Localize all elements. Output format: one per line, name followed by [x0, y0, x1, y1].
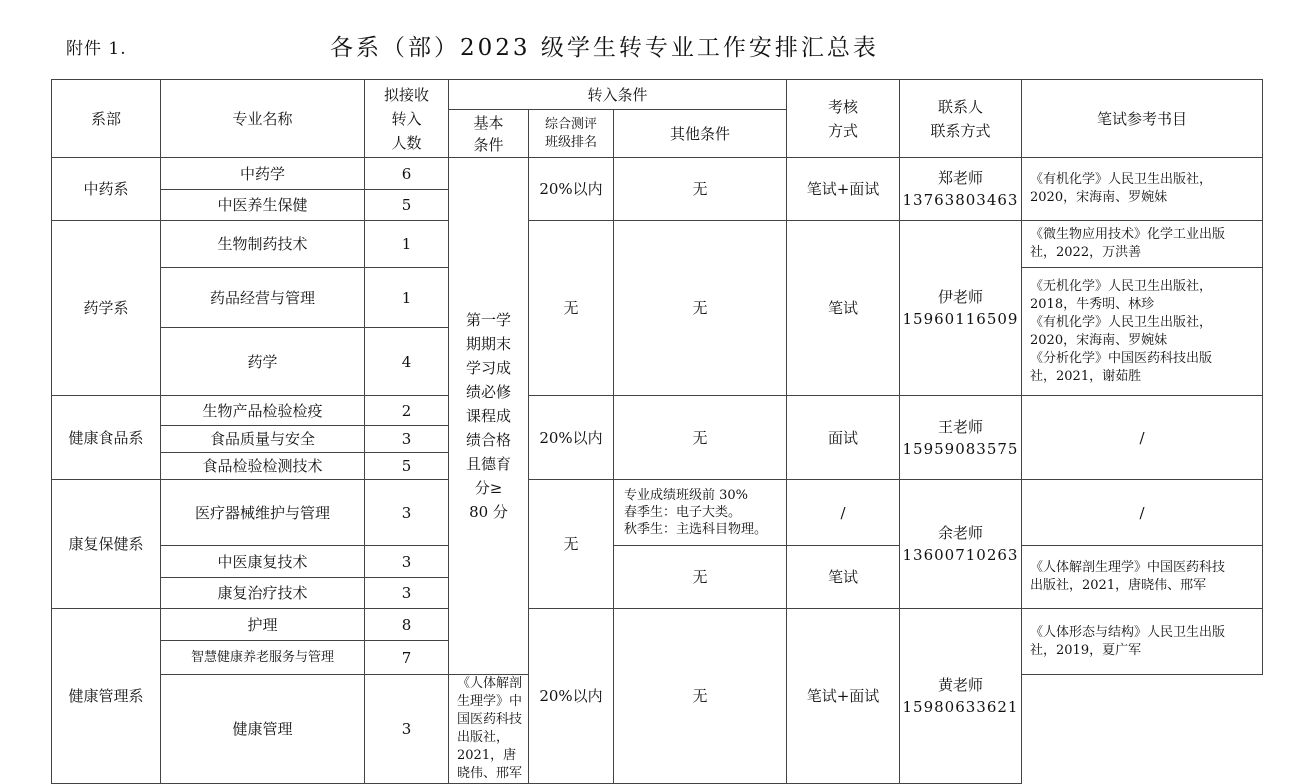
basic-condition-cell: 第一学 期期末 学习成 绩必修 课程成 绩合格 且德育 分≥ 80 分 — [449, 158, 529, 675]
header-conditions: 转入条件 — [449, 80, 787, 110]
quota-cell: 2 — [365, 396, 449, 426]
major-cell: 药学 — [161, 328, 365, 396]
major-cell: 智慧健康养老服务与管理 — [161, 641, 365, 675]
header-exam: 考核 方式 — [787, 80, 900, 158]
major-cell: 康复治疗技术 — [161, 578, 365, 609]
other-cell: 无 — [614, 546, 787, 609]
transfer-table — [51, 79, 1263, 784]
major-cell: 护理 — [161, 609, 365, 641]
attachment-label: 附件 1. — [66, 39, 127, 59]
header-other: 其他条件 — [614, 110, 787, 158]
quota-cell: 3 — [365, 578, 449, 609]
contact-cell: 黄老师 15980633621 — [900, 609, 1022, 784]
header-row — [52, 80, 1263, 110]
ranking-cell: 无 — [529, 480, 614, 609]
exam-cell: 笔试+面试 — [787, 158, 900, 221]
books-cell: 《人体解剖生理学》中国医药科技 出版社，2021，唐晓伟、邢军 — [449, 675, 529, 784]
major-cell: 中药学 — [161, 158, 365, 190]
ranking-cell: 无 — [529, 221, 614, 396]
table-row — [52, 158, 1263, 190]
quota-cell: 3 — [365, 675, 449, 784]
books-cell: / — [1022, 396, 1263, 480]
other-cell: 无 — [614, 609, 787, 784]
quota-cell: 1 — [365, 221, 449, 268]
table-row — [52, 396, 1263, 426]
ranking-cell: 20%以内 — [529, 396, 614, 480]
dept-cell: 康复保健系 — [52, 480, 161, 609]
major-cell: 健康管理 — [161, 675, 365, 784]
quota-cell: 1 — [365, 268, 449, 328]
contact-cell: 郑老师 13763803463 — [900, 158, 1022, 221]
table-row — [52, 546, 1263, 578]
dept-cell: 健康管理系 — [52, 609, 161, 784]
ranking-cell: 20%以内 — [529, 158, 614, 221]
header-major: 专业名称 — [161, 80, 365, 158]
books-cell: 《人体解剖生理学》中国医药科技 出版社，2021，唐晓伟、邢军 — [1022, 546, 1263, 609]
header-dept: 系部 — [52, 80, 161, 158]
header-contact: 联系人 联系方式 — [900, 80, 1022, 158]
other-cell: 无 — [614, 158, 787, 221]
major-cell: 中医养生保健 — [161, 190, 365, 221]
books-cell: 《人体形态与结构》人民卫生出版 社，2019，夏广军 — [1022, 609, 1263, 675]
quota-cell: 3 — [365, 546, 449, 578]
ranking-cell: 20%以内 — [529, 609, 614, 784]
header-basic: 基本 条件 — [449, 110, 529, 158]
exam-cell: 笔试+面试 — [787, 609, 900, 784]
major-cell: 生物制药技术 — [161, 221, 365, 268]
books-cell: 《微生物应用技术》化学工业出版 社，2022，万洪善 — [1022, 221, 1263, 268]
exam-cell: 笔试 — [787, 221, 900, 396]
contact-cell: 余老师 13600710263 — [900, 480, 1022, 609]
contact-cell: 伊老师 15960116509 — [900, 221, 1022, 396]
major-cell: 医疗器械维护与管理 — [161, 480, 365, 546]
header-quota: 拟接收 转入 人数 — [365, 80, 449, 158]
quota-cell: 5 — [365, 453, 449, 480]
quota-cell: 7 — [365, 641, 449, 675]
books-cell: 《无机化学》人民卫生出版社， 2018，牛秀明、林珍 《有机化学》人民卫生出版社， 2020，宋海南、罗婉妹 《分析化学》中国医药科技出版 社，2021，谢茹胜 — [1022, 268, 1263, 396]
exam-cell: 面试 — [787, 396, 900, 480]
contact-cell: 王老师 15959083575 — [900, 396, 1022, 480]
other-cell: 无 — [614, 221, 787, 396]
major-cell: 食品质量与安全 — [161, 426, 365, 453]
major-cell: 生物产品检验检疫 — [161, 396, 365, 426]
dept-cell: 中药系 — [52, 158, 161, 221]
other-cell: 专业成绩班级前 30% 春季生：电子大类。 秋季生：主选科目物理。 — [614, 480, 787, 546]
quota-cell: 3 — [365, 480, 449, 546]
major-cell: 食品检验检测技术 — [161, 453, 365, 480]
dept-cell: 健康食品系 — [52, 396, 161, 480]
dept-cell: 药学系 — [52, 221, 161, 396]
quota-cell: 8 — [365, 609, 449, 641]
quota-cell: 4 — [365, 328, 449, 396]
page-title: 各系（部）2023 级学生转专业工作安排汇总表 — [330, 35, 879, 61]
quota-cell: 6 — [365, 158, 449, 190]
exam-cell: 笔试 — [787, 546, 900, 609]
table-row — [52, 480, 1263, 546]
table-row — [52, 609, 1263, 641]
header-ranking: 综合测评 班级排名 — [529, 110, 614, 158]
quota-cell: 3 — [365, 426, 449, 453]
books-cell: / — [1022, 480, 1263, 546]
exam-cell: / — [787, 480, 900, 546]
major-cell: 中医康复技术 — [161, 546, 365, 578]
major-cell: 药品经营与管理 — [161, 268, 365, 328]
quota-cell: 5 — [365, 190, 449, 221]
table-row — [52, 221, 1263, 268]
header-books: 笔试参考书目 — [1022, 80, 1263, 158]
books-cell: 《有机化学》人民卫生出版社， 2020，宋海南、罗婉妹 — [1022, 158, 1263, 221]
other-cell: 无 — [614, 396, 787, 480]
